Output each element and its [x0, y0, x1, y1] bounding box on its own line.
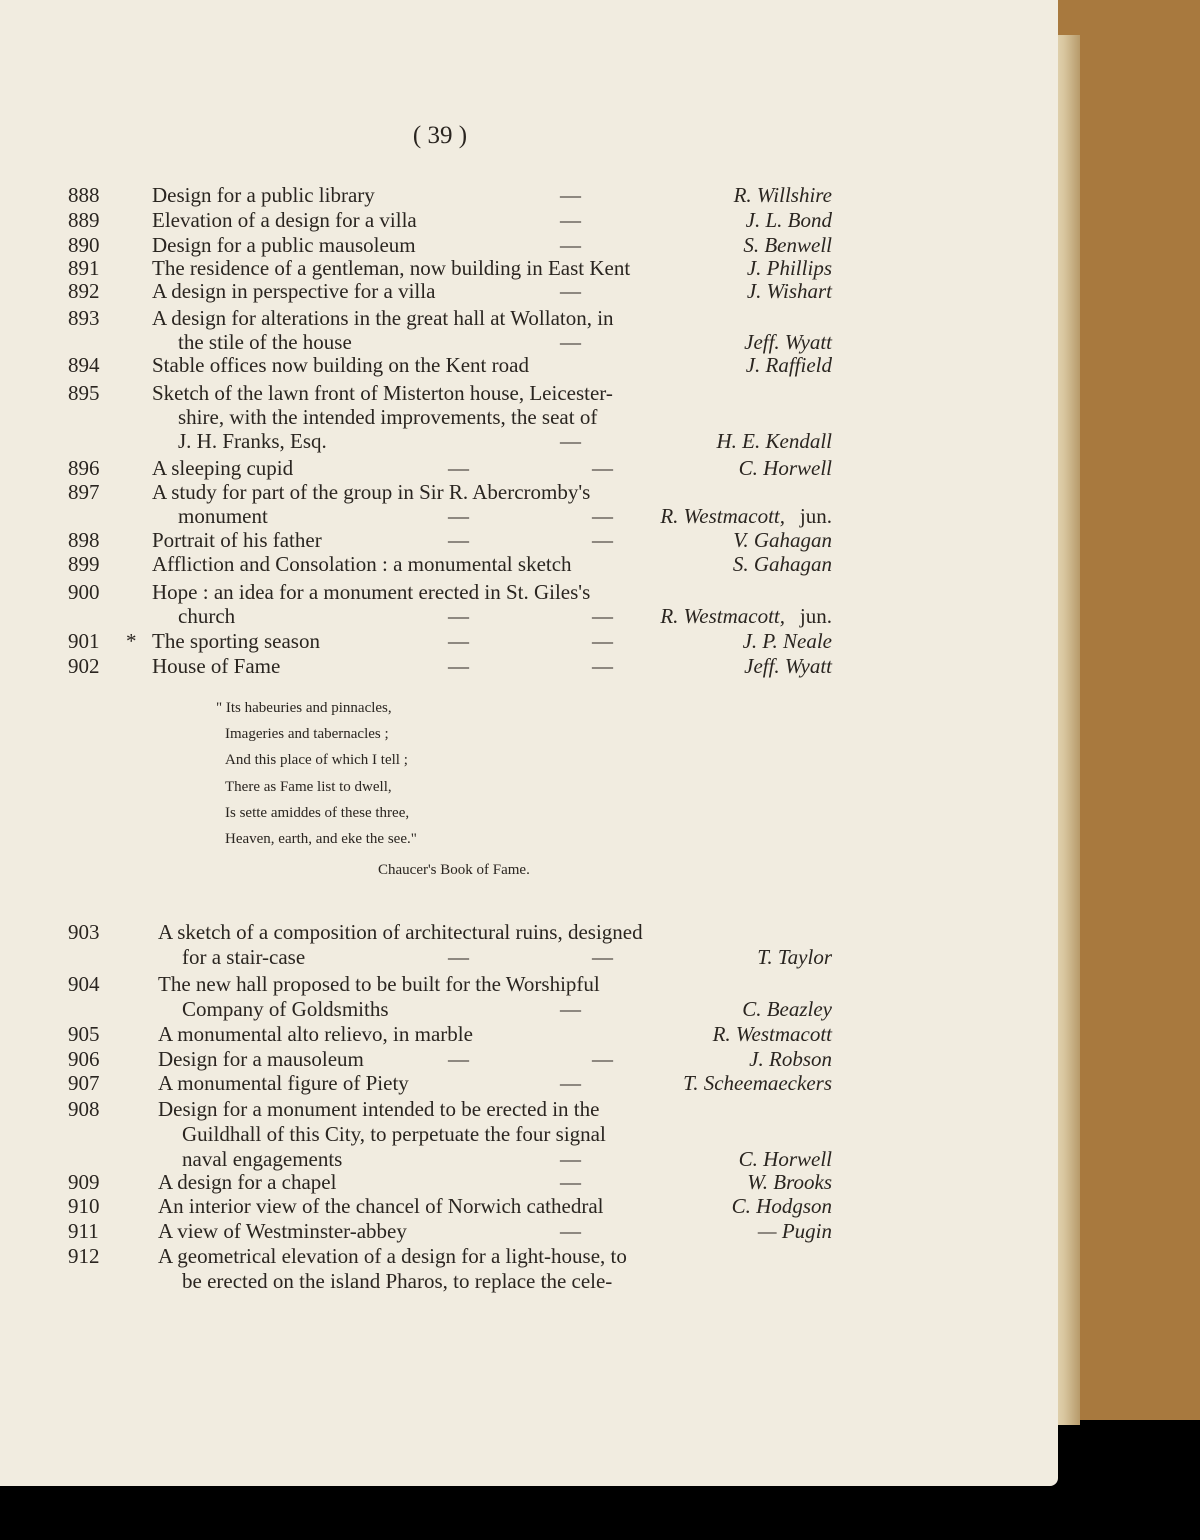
entry-number: 905	[68, 1022, 100, 1046]
entry-title: church	[178, 604, 236, 628]
verse-line: Imageries and tabernacles ;	[225, 726, 389, 742]
dash-separator: —	[560, 429, 581, 453]
entry-artist: R. Westmacott,	[660, 604, 785, 628]
dash-separator: —	[592, 945, 613, 969]
entry-number: 904	[68, 972, 100, 996]
dash-separator: —	[560, 233, 581, 257]
entry-title: Elevation of a design for a villa	[152, 208, 417, 232]
entry-artist: R. Westmacott	[712, 1022, 832, 1046]
entry-artist: — Pugin	[757, 1219, 832, 1243]
artist-suffix: jun.	[799, 604, 832, 628]
entry-artist: H. E. Kendall	[716, 429, 832, 453]
dash-separator: —	[592, 654, 613, 678]
entry-artist: C. Hodgson	[731, 1194, 832, 1218]
entry-title: A monumental figure of Piety	[158, 1071, 409, 1095]
dash-separator: —	[560, 1147, 581, 1171]
entry-number: 892	[68, 279, 100, 303]
entry-artist: J. L. Bond	[745, 208, 832, 232]
entry-title: for a stair-case	[182, 945, 306, 969]
entry-title: be erected on the island Pharos, to replace the cele-	[182, 1269, 613, 1293]
entry-title: Hope : an idea for a monument erected in St. Giles's	[152, 580, 591, 604]
entry-artist: T. Scheemaeckers	[683, 1071, 832, 1095]
dash-separator: —	[592, 504, 613, 528]
entry-number: 896	[68, 456, 100, 480]
dash-separator: —	[448, 629, 469, 653]
entry-artist: C. Horwell	[738, 1147, 832, 1171]
entry-title: Design for a mausoleum	[158, 1047, 364, 1071]
dash-separator: —	[448, 504, 469, 528]
entry-title: Company of Goldsmiths	[182, 997, 389, 1021]
entry-artist: C. Beazley	[742, 997, 832, 1021]
entry-title: Stable offices now building on the Kent road	[152, 353, 529, 377]
entry-number: 899	[68, 552, 100, 576]
entry-artist: R. Willshire	[733, 183, 832, 207]
dash-separator: —	[592, 1047, 613, 1071]
verse-line: Heaven, earth, and eke the see."	[225, 831, 417, 847]
entry-number: 906	[68, 1047, 100, 1071]
entry-title: Design for a monument intended to be erected in the	[158, 1097, 600, 1121]
entry-title: J. H. Franks, Esq.	[178, 429, 327, 453]
dash-separator: —	[448, 945, 469, 969]
dash-separator: —	[448, 528, 469, 552]
dash-separator: —	[592, 528, 613, 552]
entry-number: 911	[68, 1219, 99, 1243]
verse-line: There as Fame list to dwell,	[225, 779, 392, 795]
entry-number: 901	[68, 629, 100, 653]
entry-artist: C. Horwell	[738, 456, 832, 480]
entry-title: An interior view of the chancel of Norwich cathedral	[158, 1194, 604, 1218]
entry-title: A geometrical elevation of a design for a light-house, to	[158, 1244, 627, 1268]
entry-number: 895	[68, 381, 100, 405]
dash-separator: —	[560, 1071, 581, 1095]
entry-number: 912	[68, 1244, 100, 1268]
dash-separator: —	[560, 279, 581, 303]
entry-title: Affliction and Consolation : a monumental sketch	[152, 552, 572, 576]
entry-artist: J. P. Neale	[742, 629, 832, 653]
entry-number: 897	[68, 480, 100, 504]
page-number: ( 39 )	[412, 122, 468, 149]
artist-suffix: jun.	[799, 504, 832, 528]
entry-number: 909	[68, 1170, 100, 1194]
entry-artist: J. Wishart	[746, 279, 832, 303]
verse-line: " Its habeuries and pinnacles,	[216, 700, 392, 716]
dash-separator: —	[560, 208, 581, 232]
dash-separator: —	[448, 604, 469, 628]
dash-separator: —	[592, 456, 613, 480]
entry-title: A study for part of the group in Sir R. Abercromby's	[152, 480, 591, 504]
entry-number: 890	[68, 233, 100, 257]
verse-citation: Chaucer's Book of Fame.	[378, 862, 530, 878]
entry-title: Sketch of the lawn front of Misterton house, Leicester-	[152, 381, 613, 405]
dash-separator: —	[560, 1219, 581, 1243]
entry-number: 910	[68, 1194, 100, 1218]
entry-number: 893	[68, 306, 100, 330]
entry-title: monument	[178, 504, 268, 528]
entry-title: House of Fame	[152, 654, 281, 678]
entry-title: A view of Westminster-abbey	[158, 1219, 407, 1243]
dash-separator: —	[448, 456, 469, 480]
entry-title: naval engagements	[182, 1147, 343, 1171]
verse-line: And this place of which I tell ;	[225, 752, 408, 768]
dash-separator: —	[592, 604, 613, 628]
entry-title: A design for alterations in the great hall at Wollaton, in	[152, 306, 614, 330]
entry-number: 902	[68, 654, 100, 678]
entry-number: 888	[68, 183, 100, 207]
entry-artist: R. Westmacott,	[660, 504, 785, 528]
entry-number: 894	[68, 353, 100, 377]
entry-title: A design for a chapel	[158, 1170, 337, 1194]
entry-title: shire, with the intended improvements, the seat of	[178, 405, 598, 429]
entry-title: The sporting season	[152, 629, 320, 653]
dash-separator: —	[448, 654, 469, 678]
entry-title: A monumental alto relievo, in marble	[158, 1022, 473, 1046]
asterisk-mark: *	[126, 629, 137, 653]
entry-artist: S. Benwell	[743, 233, 832, 257]
dash-separator: —	[560, 997, 581, 1021]
entry-title: A sketch of a composition of architectural ruins, designed	[158, 920, 643, 944]
entry-artist: S. Gahagan	[732, 552, 832, 576]
entry-artist: J. Robson	[749, 1047, 832, 1071]
entry-artist: W. Brooks	[747, 1170, 832, 1194]
entry-title: The residence of a gentleman, now building in East Kent	[152, 256, 631, 280]
entry-artist: Jeff. Wyatt	[744, 330, 832, 354]
dash-separator: —	[592, 629, 613, 653]
entry-title: Portrait of his father	[152, 528, 322, 552]
dash-separator: —	[448, 1047, 469, 1071]
entry-artist: T. Taylor	[757, 945, 832, 969]
entry-title: A design in perspective for a villa	[152, 279, 436, 303]
entry-number: 907	[68, 1071, 100, 1095]
entry-number: 908	[68, 1097, 100, 1121]
entry-number: 891	[68, 256, 100, 280]
dash-separator: —	[560, 183, 581, 207]
dash-separator: —	[560, 330, 581, 354]
entry-number: 900	[68, 580, 100, 604]
verse-line: Is sette amiddes of these three,	[225, 805, 410, 821]
entry-artist: V. Gahagan	[733, 528, 832, 552]
dash-separator: —	[560, 1170, 581, 1194]
entry-title: the stile of the house	[178, 330, 352, 354]
entry-title: The new hall proposed to be built for the Worshipful	[158, 972, 600, 996]
entry-number: 903	[68, 920, 100, 944]
entry-artist: J. Raffield	[745, 353, 832, 377]
entry-title: Design for a public library	[152, 183, 375, 207]
entry-artist: J. Phillips	[746, 256, 832, 280]
entry-number: 898	[68, 528, 100, 552]
entry-title: Guildhall of this City, to perpetuate the four signal	[182, 1122, 606, 1146]
entry-number: 889	[68, 208, 100, 232]
entry-artist: Jeff. Wyatt	[744, 654, 832, 678]
entry-title: Design for a public mausoleum	[152, 233, 416, 257]
entry-title: A sleeping cupid	[152, 456, 294, 480]
